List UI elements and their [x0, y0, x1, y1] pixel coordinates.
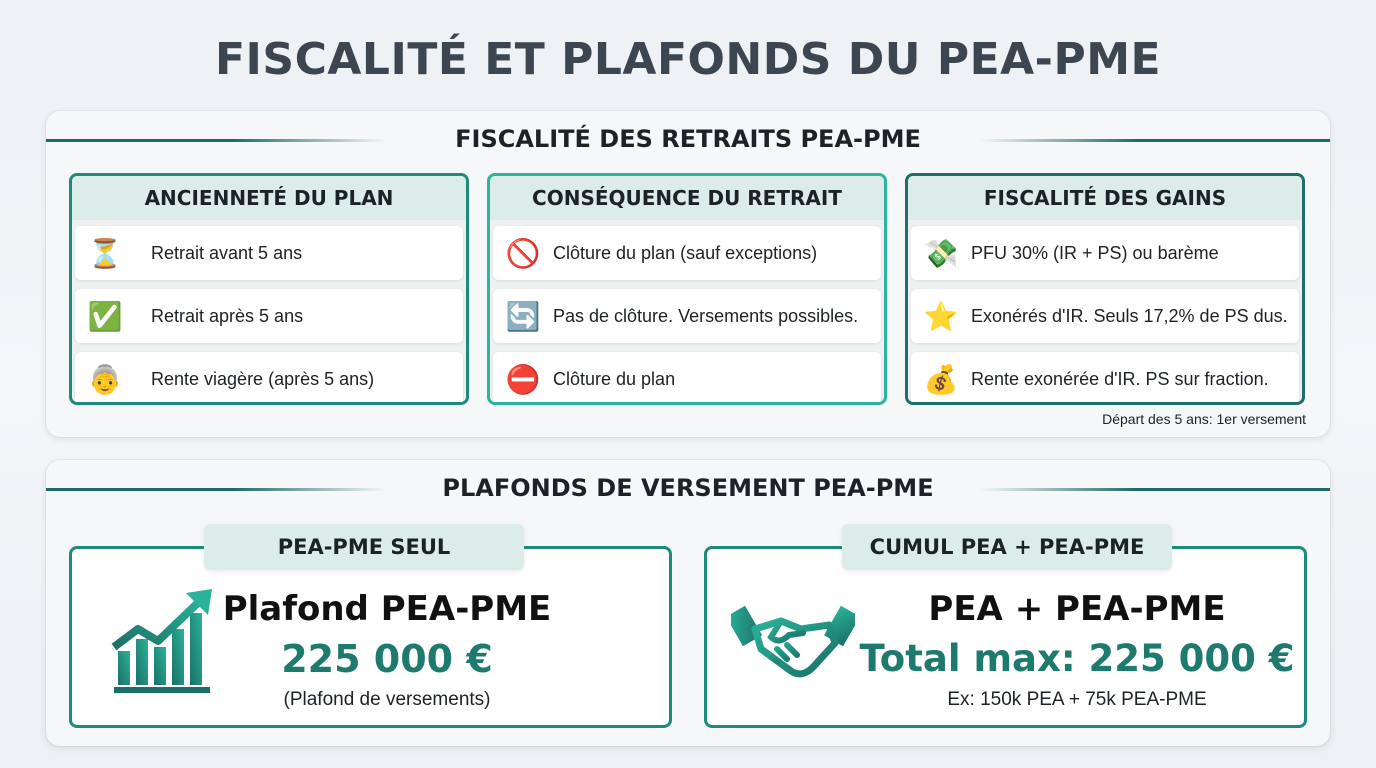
cumul-card [704, 546, 1307, 728]
row-label: Retrait après 5 ans [151, 305, 304, 326]
row-label: Rente viagère (après 5 ans) [151, 368, 375, 389]
list-item [75, 352, 463, 405]
row-label: Rente exonérée d'IR. PS sur fraction. [971, 368, 1269, 389]
cumul-amount: Total max: 225 000 € [859, 637, 1295, 680]
cumul-tab: CUMUL PEA + PEA-PME [842, 524, 1172, 570]
plafond-caption: (Plafond de versements) [283, 689, 491, 710]
list-item [75, 289, 463, 343]
star-icon: ⭐ [923, 300, 959, 332]
page-title: FISCALITÉ ET PLAFONDS DU PEA-PME [214, 34, 1162, 85]
retraits-heading: FISCALITÉ DES RETRAITS PEA-PME [455, 125, 921, 153]
pea-pme-seul-tab: PEA-PME SEUL [204, 524, 524, 570]
consequence-header: CONSÉQUENCE DU RETRAIT [490, 176, 884, 220]
hourglass-icon: ⏳ [87, 237, 123, 269]
footnote: Départ des 5 ans: 1er versement [1102, 411, 1306, 427]
row-label: Clôture du plan (sauf exceptions) [553, 242, 818, 263]
row-label: Clôture du plan [553, 368, 676, 389]
prohibited-icon: 🚫 [505, 237, 541, 269]
plafond-amount: 225 000 € [281, 637, 493, 681]
list-item [911, 226, 1299, 280]
list-item [493, 352, 881, 405]
anciennete-header: ANCIENNETÉ DU PLAN [72, 176, 466, 220]
plafond-label: Plafond PEA-PME [222, 589, 552, 629]
row-label: Pas de clôture. Versements possibles. [553, 305, 859, 326]
list-item [75, 226, 463, 280]
list-item [493, 226, 881, 280]
consequence-card [487, 173, 887, 405]
fiscalite-gains-card [905, 173, 1305, 405]
check-mark-icon: ✅ [87, 300, 123, 332]
older-person-icon: 👵 [87, 363, 123, 395]
row-label: PFU 30% (IR + PS) ou barème [971, 242, 1219, 263]
money-with-wings-icon: 💸 [923, 237, 959, 269]
row-label: Retrait avant 5 ans [151, 242, 303, 263]
list-item [911, 289, 1299, 343]
row-label: Exonérés d'IR. Seuls 17,2% de PS dus. [971, 305, 1288, 326]
cumul-example: Ex: 150k PEA + 75k PEA-PME [947, 689, 1207, 710]
money-bag-icon: 💰 [923, 363, 959, 395]
retraits-panel [46, 111, 1330, 437]
cumul-label: PEA + PEA-PME [928, 589, 1226, 629]
no-entry-icon: ⛔ [505, 363, 541, 395]
list-item [493, 289, 881, 343]
list-item [911, 352, 1299, 405]
pea-pme-seul-card [69, 546, 672, 728]
anciennete-card [69, 173, 469, 405]
fiscalite-gains-header: FISCALITÉ DES GAINS [908, 176, 1302, 220]
plafonds-heading: PLAFONDS DE VERSEMENT PEA-PME [442, 474, 934, 502]
plafonds-panel [46, 460, 1330, 746]
refresh-icon: 🔄 [505, 300, 541, 332]
